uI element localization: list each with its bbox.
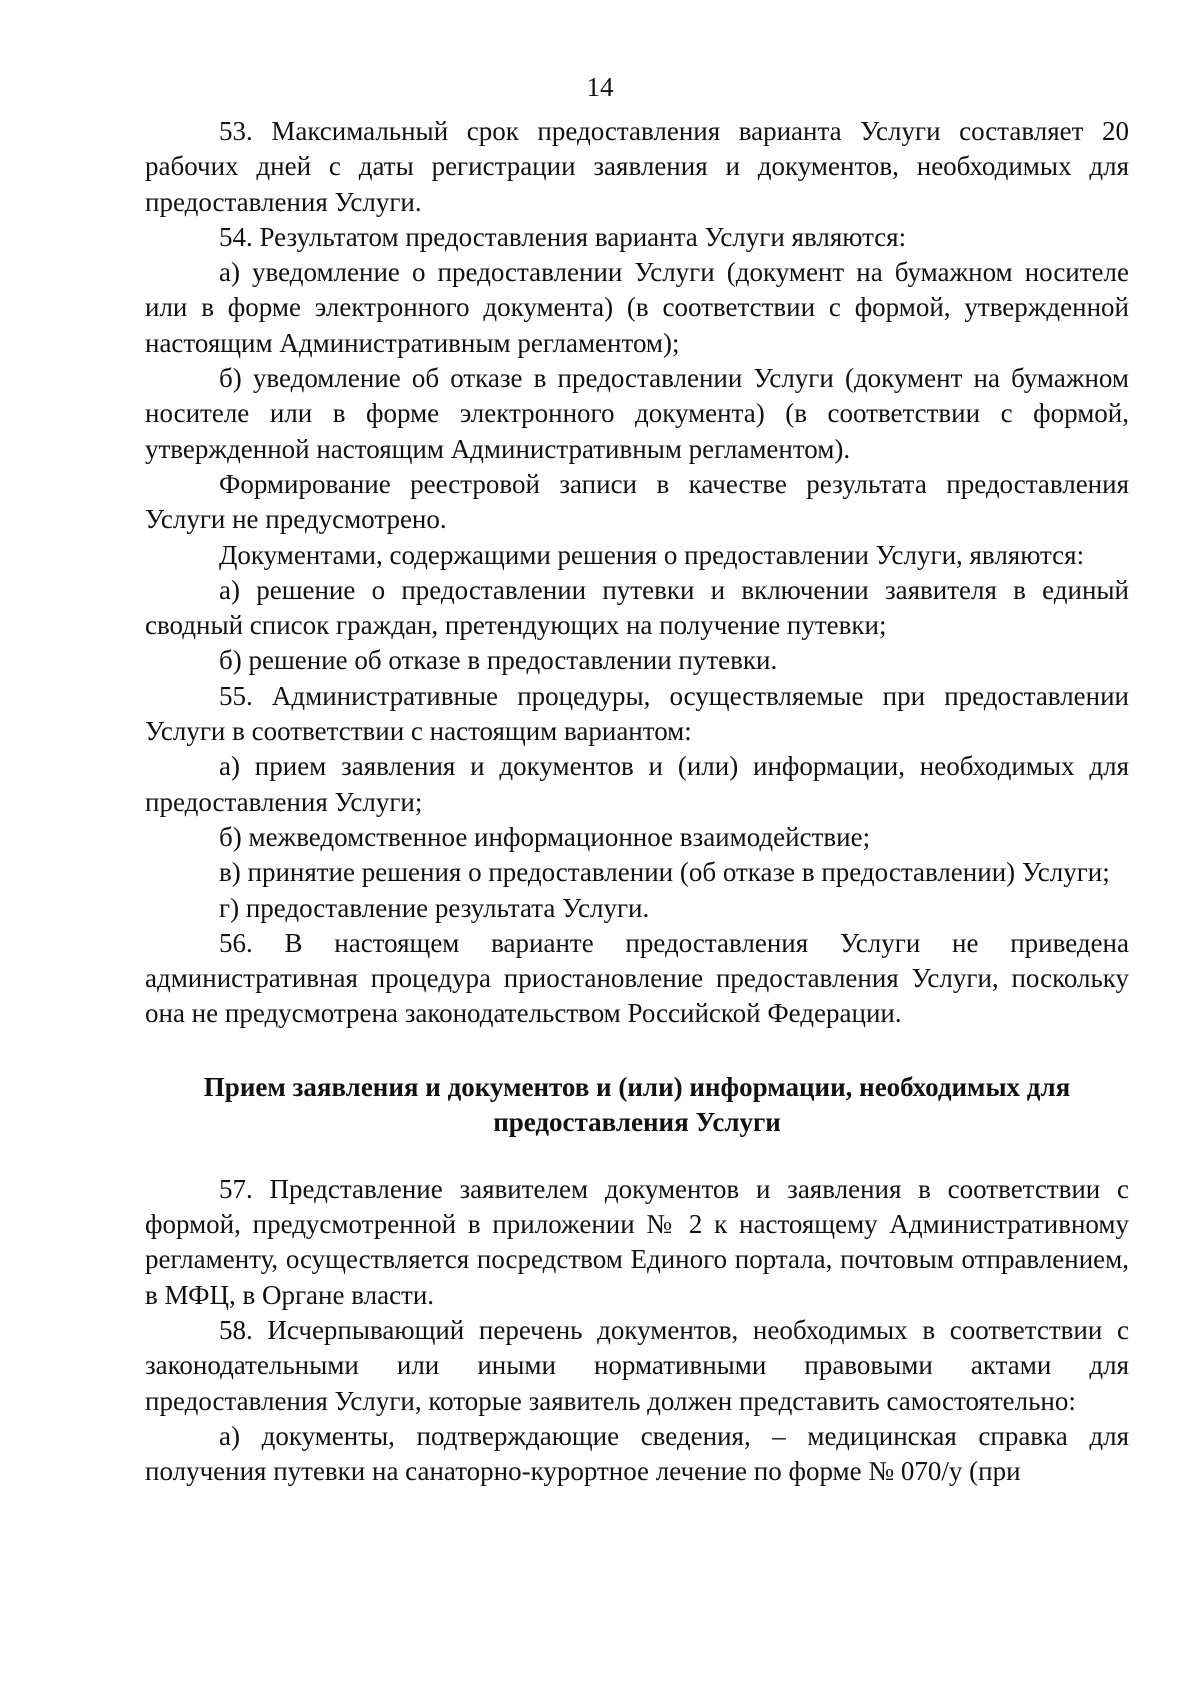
paragraph-decision-item-a: а) решение о предоставлении путевки и включении заявителя в единый сводный список граждан, претендующих на получение путевки; bbox=[145, 574, 1129, 641]
paragraph-registry-note: Формирование реестровой записи в качестве результата предоставления Услуги не предусмотрено. bbox=[145, 468, 1129, 535]
document-body bbox=[145, 114, 1129, 1489]
paragraph-54-item-a: а) уведомление о предоставлении Услуги (документ на бумажном носителе или в форме электронного документа) (в соответствии с формой, утвержденной настоящим Административным регламентом); bbox=[145, 257, 1129, 358]
paragraph-56: 56. В настоящем варианте предоставления Услуги не приведена административная процедура приостановление предоставления Услуги, поскольку она не предусмотрена законодательством Российской Федерации. bbox=[145, 927, 1129, 1029]
paragraph-54-item-b: б) уведомление об отказе в предоставлении Услуги (документ на бумажном носителе или в форме электронного документа) (в соответствии с формой, утвержденной настоящим Административным регламентом). bbox=[145, 363, 1129, 464]
paragraph-55-item-v: в) принятие решения о предоставлении (об отказе в предоставлении) Услуги; bbox=[219, 857, 1110, 888]
paragraph-55-item-b: б) межведомственное информационное взаимодействие; bbox=[219, 821, 871, 852]
paragraph-decision-documents: Документами, содержащими решения о предоставлении Услуги, являются: bbox=[219, 539, 1085, 570]
page-number: 14 bbox=[586, 72, 614, 102]
section-heading-line-1: Прием заявления и документов и (или) информации, необходимых для bbox=[203, 1071, 1071, 1102]
paragraph-54: 54. Результатом предоставления варианта Услуги являются: bbox=[219, 221, 907, 252]
section-heading bbox=[145, 1070, 1129, 1140]
paragraph-55-item-g: г) предоставление результата Услуги. bbox=[219, 892, 650, 923]
paragraph-53: 53. Максимальный срок предоставления варианта Услуги составляет 20 рабочих дней с даты регистрации заявления и документов, необходимых для предоставления Услуги. bbox=[145, 116, 1129, 217]
paragraph-55-item-a: а) прием заявления и документов и (или) информации, необходимых для предоставления Услуги; bbox=[145, 751, 1129, 817]
paragraph-55: 55. Административные процедуры, осуществляемые при предоставлении Услуги в соответствии с настоящим вариантом: bbox=[145, 680, 1129, 747]
paragraph-58: 58. Исчерпывающий перечень документов, необходимых в соответствии с законодательными или иными нормативными правовыми актами для предоставления Услуги, которые заявитель должен представить самостоятельно: bbox=[145, 1314, 1129, 1416]
section-heading-line-2: предоставления Услуги bbox=[493, 1106, 781, 1137]
paragraph-58-item-a: а) документы, подтверждающие сведения, – медицинская справка для получения путевки на санаторно-курортное лечение по форме № 070/у (при bbox=[145, 1420, 1129, 1487]
paragraph-decision-item-b: б) решение об отказе в предоставлении путевки. bbox=[219, 645, 778, 676]
paragraph-57: 57. Представление заявителем документов и заявления в соответствии с формой, предусмотренной в приложении № 2 к настоящему Административному регламенту, осуществляется посредством Единого портала, почтовым отправлением, в МФЦ, в Органе власти. bbox=[145, 1173, 1129, 1310]
